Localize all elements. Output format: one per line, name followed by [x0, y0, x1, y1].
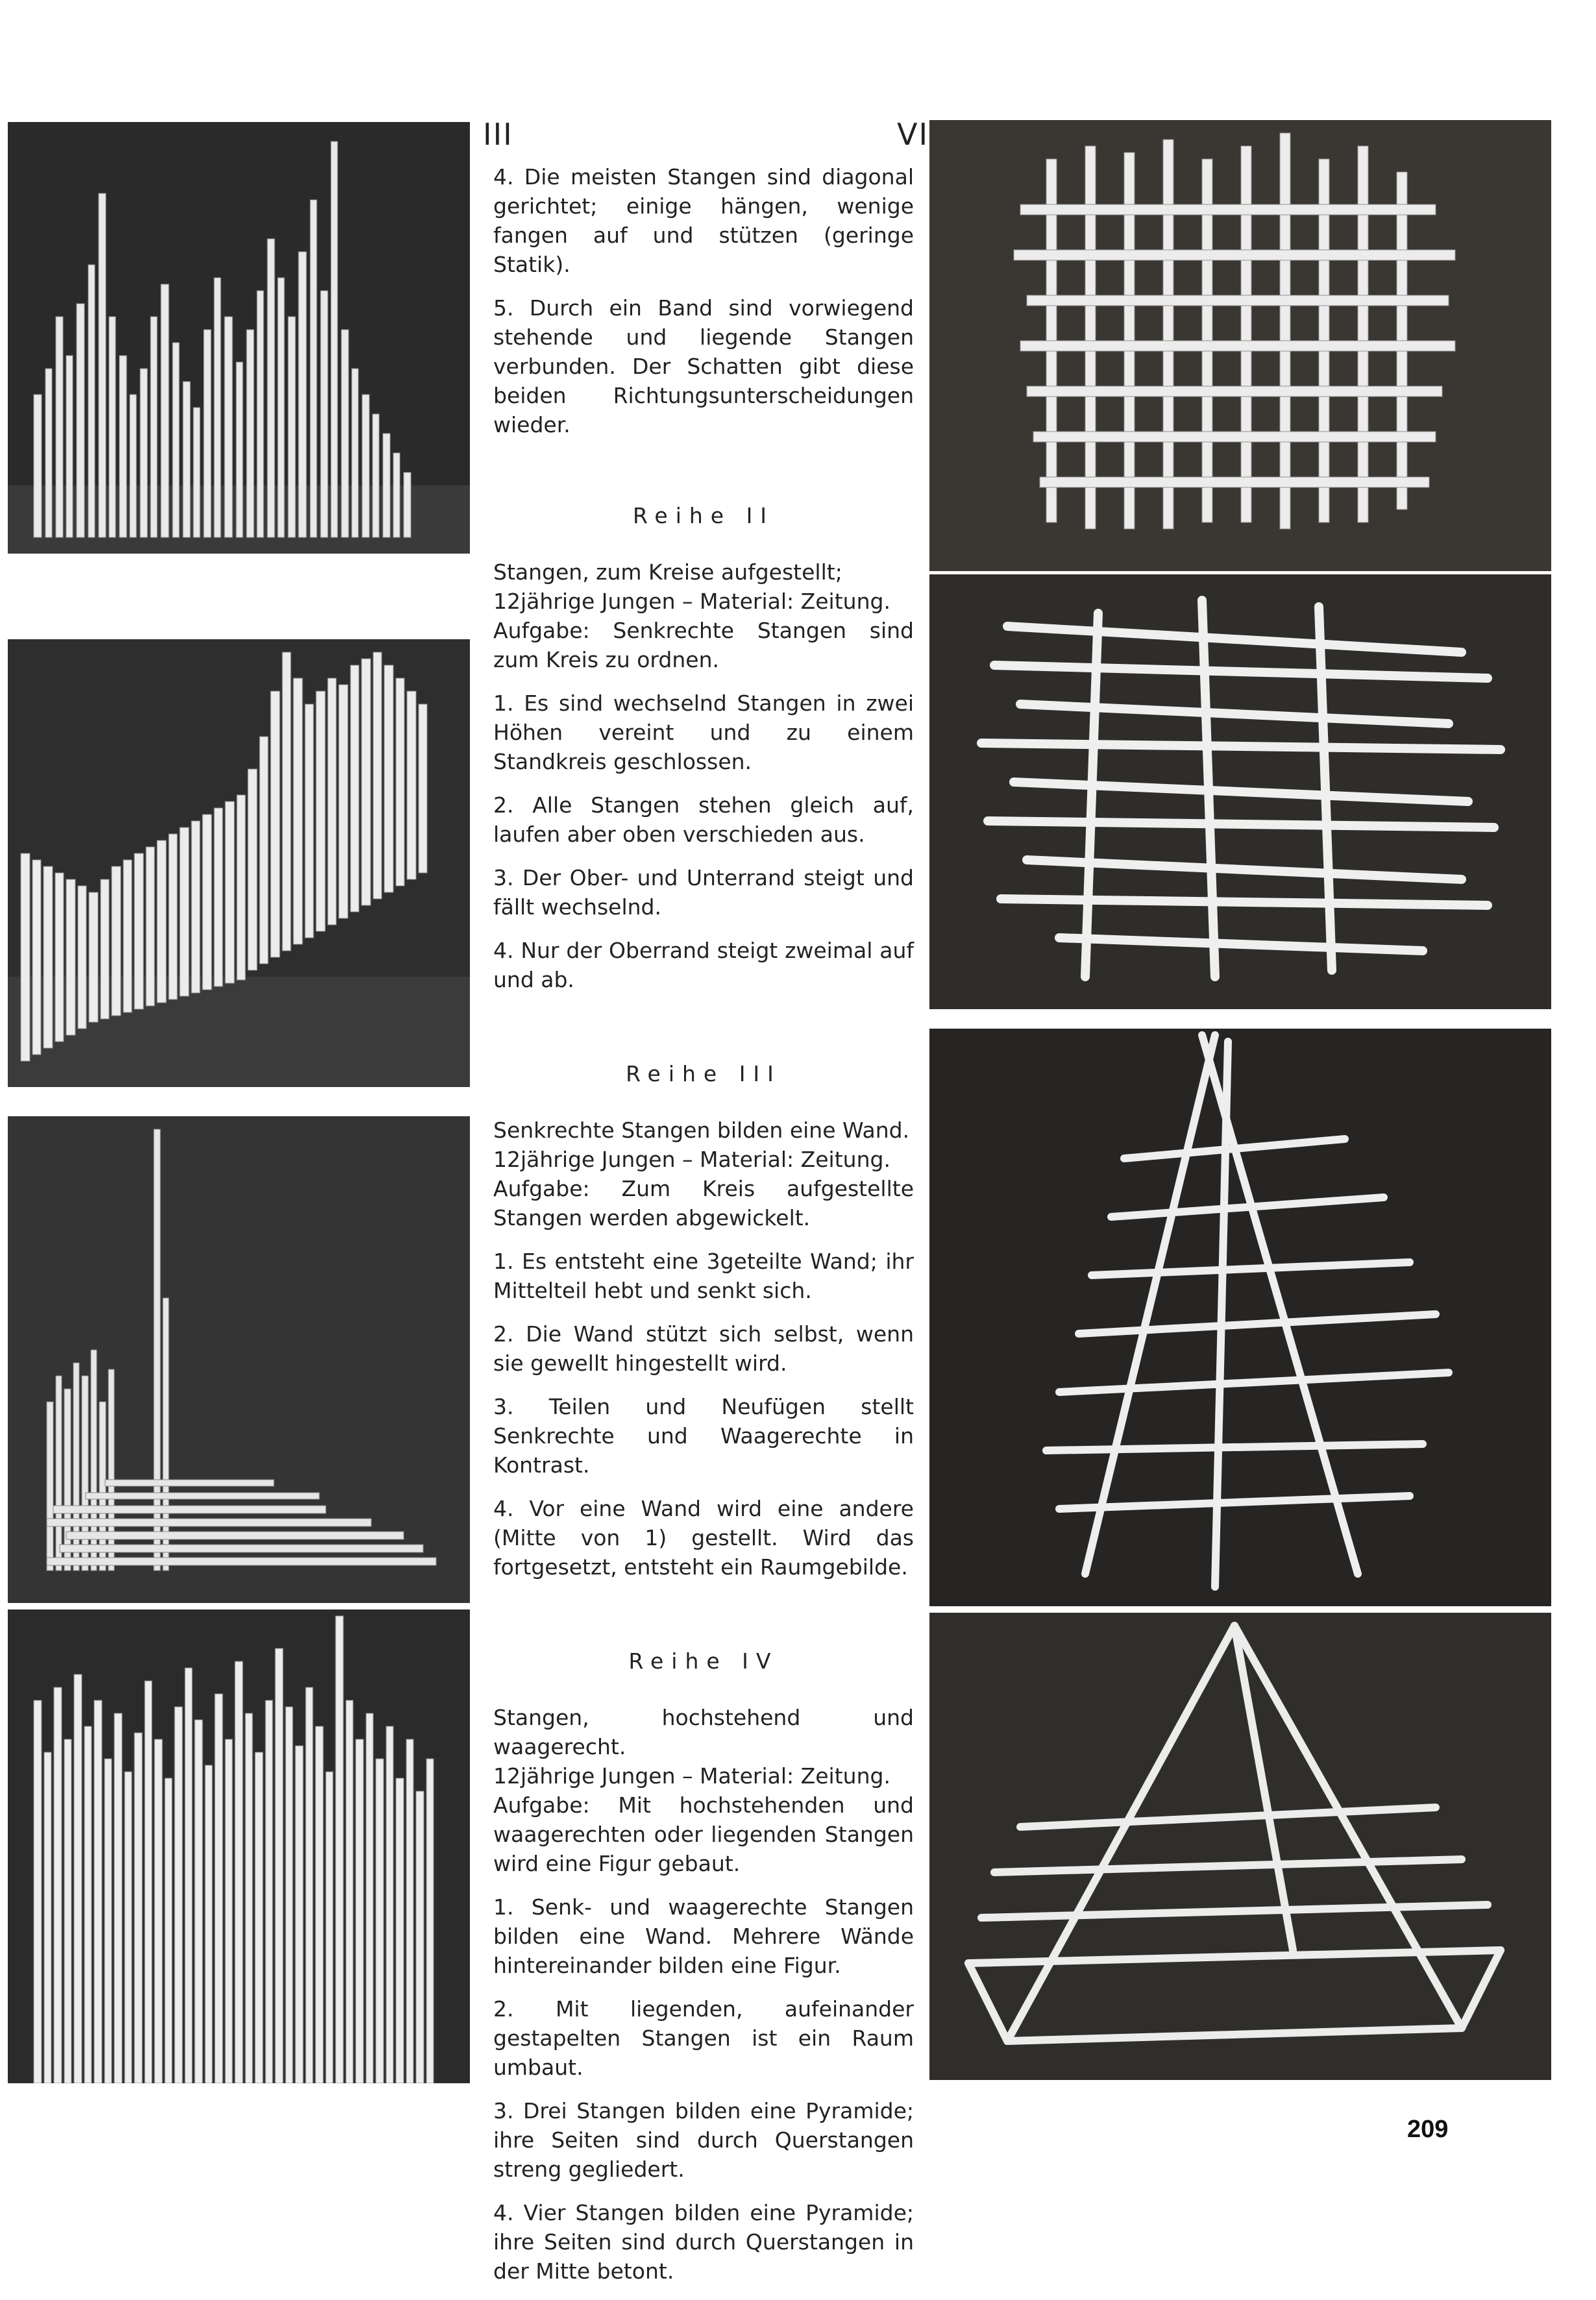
photo-left-2-curved-wall [8, 639, 470, 1087]
section-meta: 12jährige Jungen – Material: Zeitung. [493, 1763, 890, 1789]
section-meta: 12jährige Jungen – Material: Zeitung. [493, 589, 890, 614]
section-item: 2. Die Wand stützt sich selbst, wenn sie gewellt hingestellt wird. [493, 1321, 914, 1376]
page-number: 209 [1407, 2116, 1449, 2143]
column-label-right: VI [897, 117, 929, 152]
section-item: 2. Mit liegenden, aufeinander gestapelten Stangen ist ein Raum umbaut. [493, 1996, 914, 2080]
section-item: 3. Drei Stangen bilden eine Pyramide; ihre Seiten sind durch Querstangen streng gegliedert. [493, 2098, 914, 2182]
section-task: Aufgabe: Mit hochstehenden und waagerechten oder liegenden Stangen wird eine Figur gebaut. [493, 1792, 914, 1876]
section-description: Senkrechte Stangen bilden eine Wand. [493, 1118, 910, 1143]
section-task: Aufgabe: Zum Kreis aufgestellte Stangen werden abgewickelt. [493, 1176, 914, 1230]
section-item: 4. Nur der Oberrand steigt zweimal auf und ab. [493, 938, 914, 992]
section-item: 2. Alle Stangen stehen gleich auf, laufen aber oben verschieden aus. [493, 792, 914, 847]
photo-left-1-spiky-wall [8, 122, 470, 554]
section-item: 1. Es sind wechselnd Stangen in zwei Höhen vereint und zu einem Standkreis geschlossen. [493, 691, 914, 774]
photo-left-3-layered-wall [8, 1116, 470, 1603]
section-item: 3. Der Ober- und Unterrand steigt und fällt wechselnd. [493, 865, 914, 920]
section-item: 1. Es entsteht eine 3geteilte Wand; ihr Mittelteil hebt und senkt sich. [493, 1249, 914, 1303]
column-label-left: III [483, 117, 513, 152]
intro-item: 5. Durch ein Band sind vorwiegend stehende und liegende Stangen verbunden. Der Schatten gibt diese beiden Richtungsunterscheidungen wieder. [493, 295, 914, 437]
section-description: Stangen, zum Kreise aufgestellt; [493, 559, 842, 585]
photo-right-4-pyramid [929, 1613, 1551, 2080]
section-task: Aufgabe: Senkrechte Stangen sind zum Kreis zu ordnen. [493, 618, 914, 672]
intro-item: 4. Die meisten Stangen sind diagonal gerichtet; einige hängen, wenige fangen auf und stützen (geringe Statik). [493, 164, 914, 277]
section-item: 1. Senk- und waagerechte Stangen bilden eine Wand. Mehrere Wände hintereinander bilden eine Figur. [493, 1894, 914, 1978]
section-description: Stangen, hochstehend und waagerecht. [493, 1705, 914, 1759]
photo-right-1-grid [929, 120, 1551, 571]
section-heading: Reihe IV [628, 1648, 779, 1674]
section-heading: Reihe II [632, 503, 775, 528]
photo-right-2-stacked [929, 574, 1551, 1009]
section-heading: Reihe III [626, 1061, 781, 1086]
section-item: 4. Vor eine Wand wird eine andere (Mitte von 1) gestellt. Wird das fortgesetzt, entsteht ein Raumgebilde. [493, 1496, 914, 1580]
section-item: 4. Vier Stangen bilden eine Pyramide; ihre Seiten sind durch Querstangen in der Mitte betont. [493, 2200, 914, 2284]
text-column [493, 162, 914, 2300]
photo-left-4-dense-wall [8, 1609, 470, 2083]
section-item: 3. Teilen und Neufügen stellt Senkrechte und Waagerechte in Kontrast. [493, 1394, 914, 1478]
section-meta: 12jährige Jungen – Material: Zeitung. [493, 1147, 890, 1172]
photo-right-3-tripod [929, 1029, 1551, 1606]
